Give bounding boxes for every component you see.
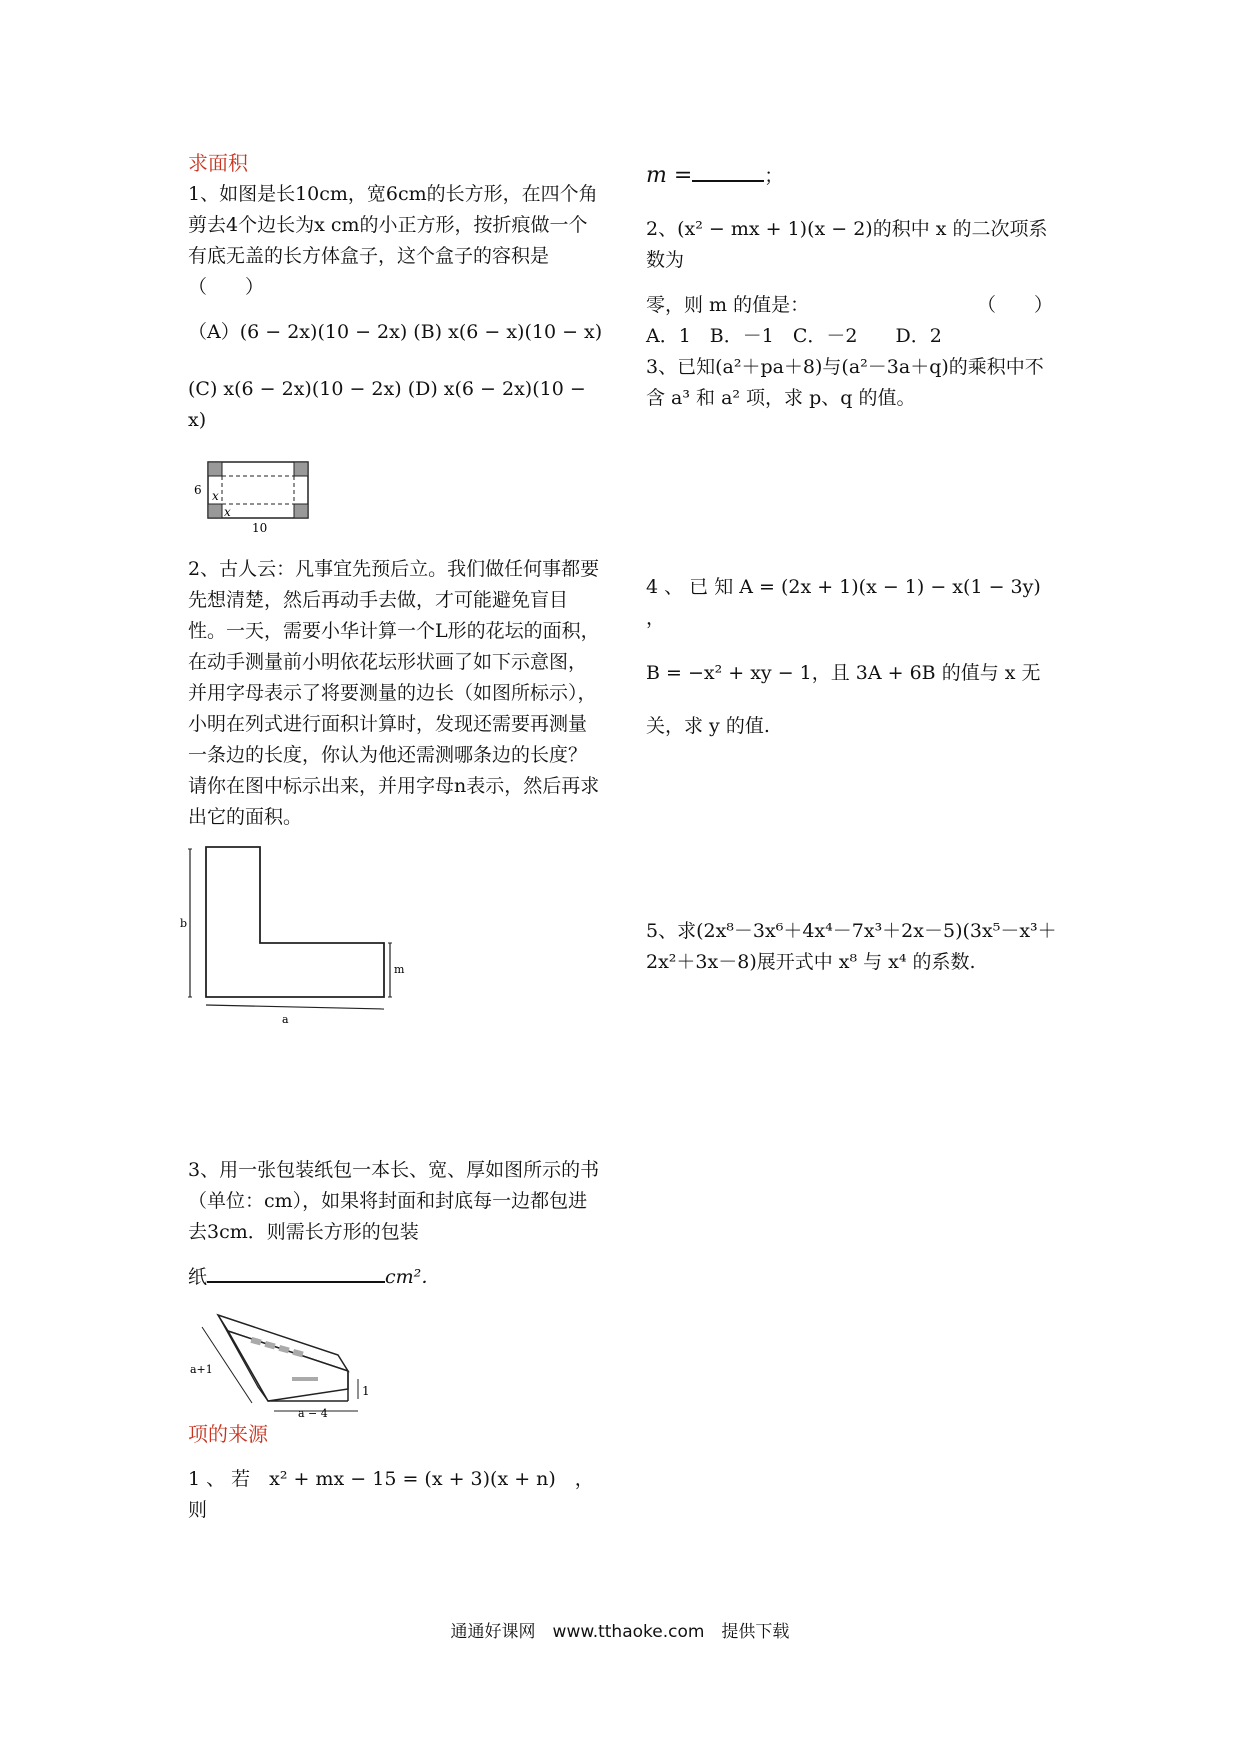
book-figure xyxy=(188,1309,388,1419)
m-equals: m = xyxy=(646,163,693,188)
box-net-figure xyxy=(188,454,348,534)
question-1-text: 1、如图是长10cm，宽6cm的长方形，在四个角剪去4个边长为x cm的小正方形，按折痕做一个有底无盖的长方体盒子，这个盒子的容积是（ ） xyxy=(188,183,598,298)
question-1-options-cd xyxy=(188,374,603,436)
source-question-2-options: A．1 B．－1 C．－2 D．2 xyxy=(646,325,942,347)
label-thickness: 1 xyxy=(362,1384,370,1398)
source-question-4-line1: 4 、 已 知 A = (2x + 1)(x − 1) − x(1 − 3y) ， xyxy=(646,576,1041,629)
option-d: (D) x(6 − 2x)(10 − x) xyxy=(188,378,586,431)
label-6: 6 xyxy=(194,483,202,497)
footer-text: 通通好课网 www.tthaoke.com 提供下载 xyxy=(450,1622,790,1642)
source-question-1-text: 1 、 若 x² + mx − 15 = (x + 3)(x + n) ， 则 xyxy=(188,1468,604,1521)
source-question-2-line1: 2、(x² − mx + 1)(x − 2)的积中 x 的二次项系数为 xyxy=(646,218,1048,271)
source-question-4-line2: B = −x² + xy − 1，且 3A + 6B 的值与 x 无 xyxy=(646,662,1041,684)
question-2-text: 2、古人云：凡事宜先预后立。我们做任何事都要先想清楚，然后再动手去做，才可能避免盲目性。一天，需要小华计算一个L形的花坛的面积，在动手测量前小明依花坛形状画了如下示意图，并用字母表示了将要测量的边长（如图所标示），小明在列式进行面积计算时，发现还需要再测量一条边的长度，你认为他还需测哪条边的长度？请你在图中标示出来，并用字母n表示，然后再求出它的面积。 xyxy=(188,558,600,828)
label-b: b xyxy=(180,917,188,930)
question-1-options-ab xyxy=(188,317,603,348)
label-a-minus-4: a − 4 xyxy=(298,1407,328,1420)
option-b: (B) x(6 − x)(10 − x) xyxy=(413,321,603,343)
source-question-4-line3: 关，求 y 的值. xyxy=(646,715,770,737)
source-question-2-line2 xyxy=(646,290,1061,321)
option-a: （A）(6 − 2x)(10 − 2x) xyxy=(188,321,408,343)
q2-answer-paren: （ ） xyxy=(976,294,1053,316)
question-3-answer-line xyxy=(188,1262,603,1293)
label-10: 10 xyxy=(252,521,268,535)
label-a-plus-1: a+1 xyxy=(190,1363,213,1376)
answer-unit: cm²． xyxy=(385,1266,441,1288)
source-question-3-text: 3、已知(a²＋pa＋8)与(a²－3a＋q)的乘积中不含 a³ 和 a² 项，求 p、q 的值。 xyxy=(646,356,1044,409)
source-question-1-answer-line xyxy=(646,160,1061,192)
section-title-source: 项的来源 xyxy=(188,1422,268,1446)
label-x-side: x xyxy=(212,489,219,503)
label-m: m xyxy=(394,963,405,976)
left-column xyxy=(180,148,604,1526)
right-column xyxy=(646,160,1061,978)
l-shape-figure xyxy=(180,843,428,1033)
answer-prefix: 纸 xyxy=(188,1266,208,1288)
q2-line2-text: 零，则 m 的值是： xyxy=(646,294,810,316)
section-title-area: 求面积 xyxy=(188,151,248,175)
question-3-text: 3、用一张包装纸包一本长、宽、厚如图所示的书（单位：cm），如果将封面和封底每一边都包进去3cm．则需长方形的包装 xyxy=(188,1159,600,1243)
semicolon: ； xyxy=(764,165,784,187)
label-a: a xyxy=(282,1013,289,1026)
answer-blank xyxy=(207,1281,385,1283)
source-question-5-text: 5、求(2x⁸－3x⁶＋4x⁴－7x³＋2x－5)(3x⁵－x³＋2x²＋3x－8)展开式中 x⁸ 与 x⁴ 的系数. xyxy=(646,920,1057,973)
option-c: (C) x(6 − 2x)(10 − 2x) xyxy=(188,378,402,400)
m-blank xyxy=(692,180,764,182)
label-x-bottom: x xyxy=(224,505,231,519)
